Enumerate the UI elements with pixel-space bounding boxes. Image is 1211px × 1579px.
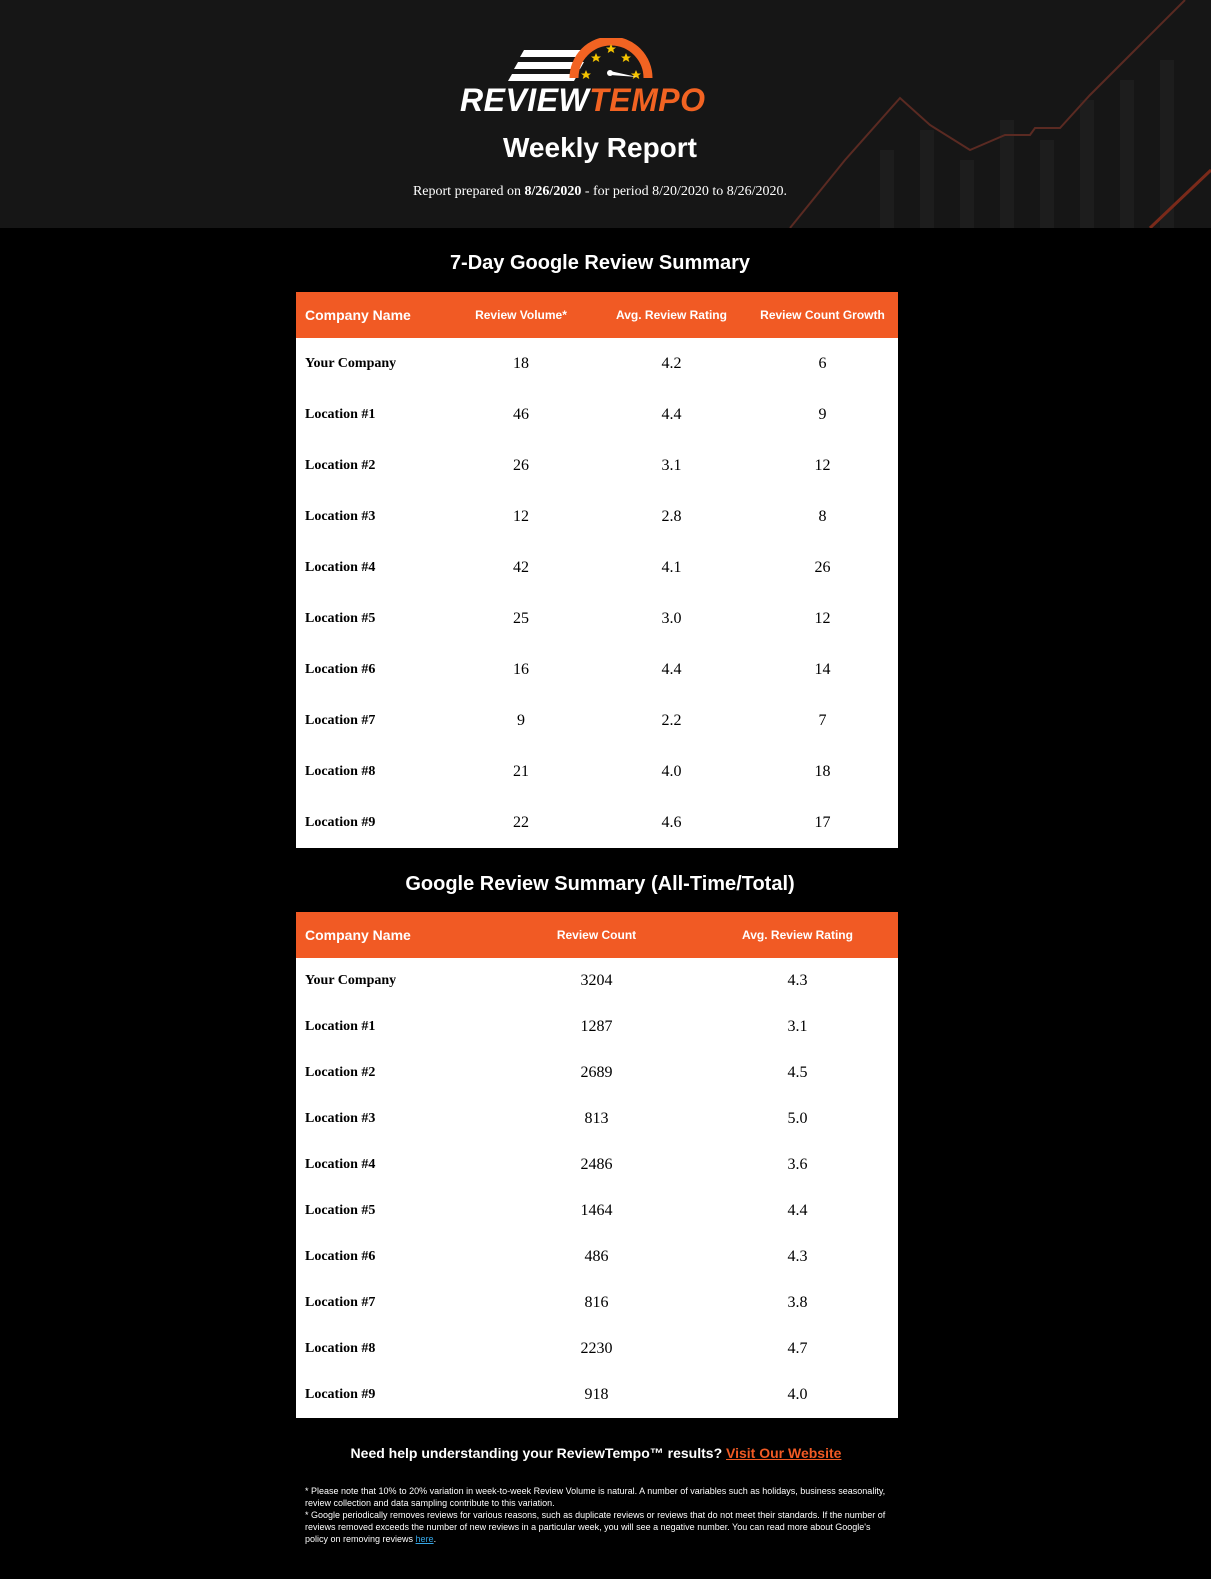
- company-name-cell: Location #5: [305, 1203, 376, 1218]
- alltime-summary-table: [296, 912, 898, 1418]
- rating-cell: 3.8: [787, 1294, 808, 1311]
- table-row: [296, 1096, 898, 1142]
- growth-cell: 18: [814, 762, 831, 780]
- volume-cell: 18: [513, 354, 529, 372]
- table-row: [296, 1188, 898, 1234]
- table-row: [296, 1004, 898, 1050]
- company-name-cell: Location #5: [305, 610, 376, 626]
- column-header: Review Count Growth: [760, 308, 885, 322]
- rating-cell: 3.0: [661, 609, 682, 627]
- alltime-summary-title: Google Review Summary (All-Time/Total): [405, 873, 795, 895]
- table-header-row: [296, 912, 898, 958]
- table-row: [296, 1142, 898, 1188]
- company-name-cell: Location #6: [305, 661, 376, 677]
- volume-cell: 26: [513, 456, 529, 474]
- table-row: [296, 797, 898, 848]
- rating-cell: 3.1: [787, 1018, 808, 1035]
- reviewtempo-logo: [460, 38, 740, 118]
- table-row: [296, 338, 898, 389]
- growth-cell: 17: [814, 813, 831, 831]
- volume-cell: 22: [513, 813, 529, 831]
- table-row: [296, 695, 898, 746]
- table-row: [296, 1372, 898, 1418]
- policy-link[interactable]: here: [415, 1534, 434, 1544]
- growth-cell: 8: [818, 507, 827, 525]
- company-name-cell: Location #1: [305, 1019, 376, 1034]
- table-row: [296, 389, 898, 440]
- volume-cell: 25: [513, 609, 529, 627]
- growth-cell: 12: [814, 609, 831, 627]
- table-row: [296, 1326, 898, 1372]
- table-row: [296, 1234, 898, 1280]
- growth-cell: 6: [818, 354, 827, 372]
- company-name-cell: Location #9: [305, 814, 376, 830]
- count-cell: 2689: [580, 1064, 613, 1081]
- count-cell: 2486: [580, 1156, 613, 1173]
- rating-cell: 2.8: [661, 507, 682, 525]
- growth-cell: 9: [818, 405, 827, 423]
- rating-cell: 4.4: [661, 660, 682, 678]
- volume-cell: 16: [513, 660, 529, 678]
- volume-cell: 21: [513, 762, 529, 780]
- count-cell: 486: [584, 1248, 609, 1265]
- company-name-cell: Your Company: [305, 973, 397, 988]
- column-header: Review Volume*: [475, 308, 567, 322]
- page-title: Weekly Report: [503, 132, 697, 163]
- column-header: Company Name: [305, 927, 411, 943]
- table-row: [296, 593, 898, 644]
- rating-cell: 4.4: [787, 1202, 808, 1219]
- table-row: [296, 440, 898, 491]
- company-name-cell: Location #9: [305, 1387, 376, 1402]
- company-name-cell: Location #7: [305, 1295, 376, 1310]
- column-header: Review Count: [556, 928, 637, 942]
- rating-cell: 4.0: [661, 762, 682, 780]
- company-name-cell: Location #7: [305, 712, 376, 728]
- company-name-cell: Location #2: [305, 457, 376, 473]
- table-row: [296, 1050, 898, 1096]
- rating-cell: 4.3: [787, 972, 808, 989]
- company-name-cell: Your Company: [305, 355, 397, 371]
- column-header: Company Name: [305, 307, 411, 323]
- count-cell: 918: [584, 1386, 609, 1403]
- table-row: [296, 644, 898, 695]
- count-cell: 1287: [580, 1018, 613, 1035]
- growth-cell: 12: [814, 456, 831, 474]
- growth-cell: 14: [814, 660, 831, 678]
- rating-cell: 4.7: [787, 1340, 808, 1357]
- company-name-cell: Location #4: [305, 559, 376, 575]
- company-name-cell: Location #8: [305, 763, 376, 779]
- count-cell: 813: [584, 1110, 609, 1127]
- column-header: Avg. Review Rating: [742, 928, 853, 942]
- table-row: [296, 746, 898, 797]
- rating-cell: 4.6: [661, 813, 682, 831]
- report-date-line: Report prepared on 8/26/2020 - for period 8/20/2020 to 8/26/2020.: [412, 184, 788, 199]
- weekly-summary-table: [296, 292, 898, 848]
- volume-cell: 46: [513, 405, 529, 423]
- company-name-cell: Location #4: [305, 1157, 376, 1172]
- column-header: Avg. Review Rating: [616, 308, 727, 322]
- footnote-variation: * Please note that 10% to 20% variation in week-to-week Review Volume is natural. A number of variables such as holidays, business seasonality, review collection and data sampling contribute to this variation.: [305, 1486, 886, 1508]
- count-cell: 816: [584, 1294, 609, 1311]
- rating-cell: 3.6: [787, 1156, 808, 1173]
- help-line: Need help understanding your ReviewTempo™ results? Visit Our Website: [350, 1445, 842, 1461]
- company-name-cell: Location #3: [305, 1111, 376, 1126]
- rating-cell: 4.1: [661, 558, 682, 576]
- weekly-summary-title: 7-Day Google Review Summary: [449, 252, 751, 274]
- volume-cell: 12: [513, 507, 529, 525]
- company-name-cell: Location #2: [305, 1065, 376, 1080]
- rating-cell: 4.2: [661, 354, 682, 372]
- table-row: [296, 491, 898, 542]
- rating-cell: 4.5: [787, 1064, 808, 1081]
- rating-cell: 4.3: [787, 1248, 808, 1265]
- company-name-cell: Location #3: [305, 508, 376, 524]
- rating-cell: 5.0: [787, 1110, 808, 1127]
- prepared-date: 8/26/2020: [524, 184, 582, 199]
- rating-cell: 4.0: [787, 1386, 808, 1403]
- rating-cell: 3.1: [661, 456, 682, 474]
- table-row: [296, 958, 898, 1004]
- table-row: [296, 542, 898, 593]
- volume-cell: 42: [513, 558, 529, 576]
- growth-cell: 26: [814, 558, 831, 576]
- rating-cell: 4.4: [661, 405, 682, 423]
- count-cell: 2230: [580, 1340, 613, 1357]
- footnotes: [305, 1485, 895, 1545]
- footnote-removal: * Google periodically removes reviews for various reasons, such as duplicate reviews or reviews that do not meet their standards. If the number of reviews removed exceeds the number of new reviews in a particular week, you will see a negative number. You can read more about Google's policy on removing reviews here.: [305, 1510, 886, 1544]
- table-header-row: [296, 292, 898, 338]
- company-name-cell: Location #1: [305, 406, 376, 422]
- rating-cell: 2.2: [661, 711, 682, 729]
- count-cell: 1464: [580, 1202, 613, 1219]
- table-row: [296, 1280, 898, 1326]
- volume-cell: 9: [517, 711, 525, 729]
- visit-website-link[interactable]: Visit Our Website: [726, 1445, 842, 1461]
- count-cell: 3204: [580, 972, 613, 989]
- company-name-cell: Location #6: [305, 1249, 376, 1264]
- header-banner: [0, 0, 1211, 228]
- logo-wordmark: REVIEWTEMPO: [460, 82, 706, 118]
- growth-cell: 7: [818, 711, 827, 729]
- company-name-cell: Location #8: [305, 1341, 376, 1356]
- speedometer-icon: [460, 38, 740, 84]
